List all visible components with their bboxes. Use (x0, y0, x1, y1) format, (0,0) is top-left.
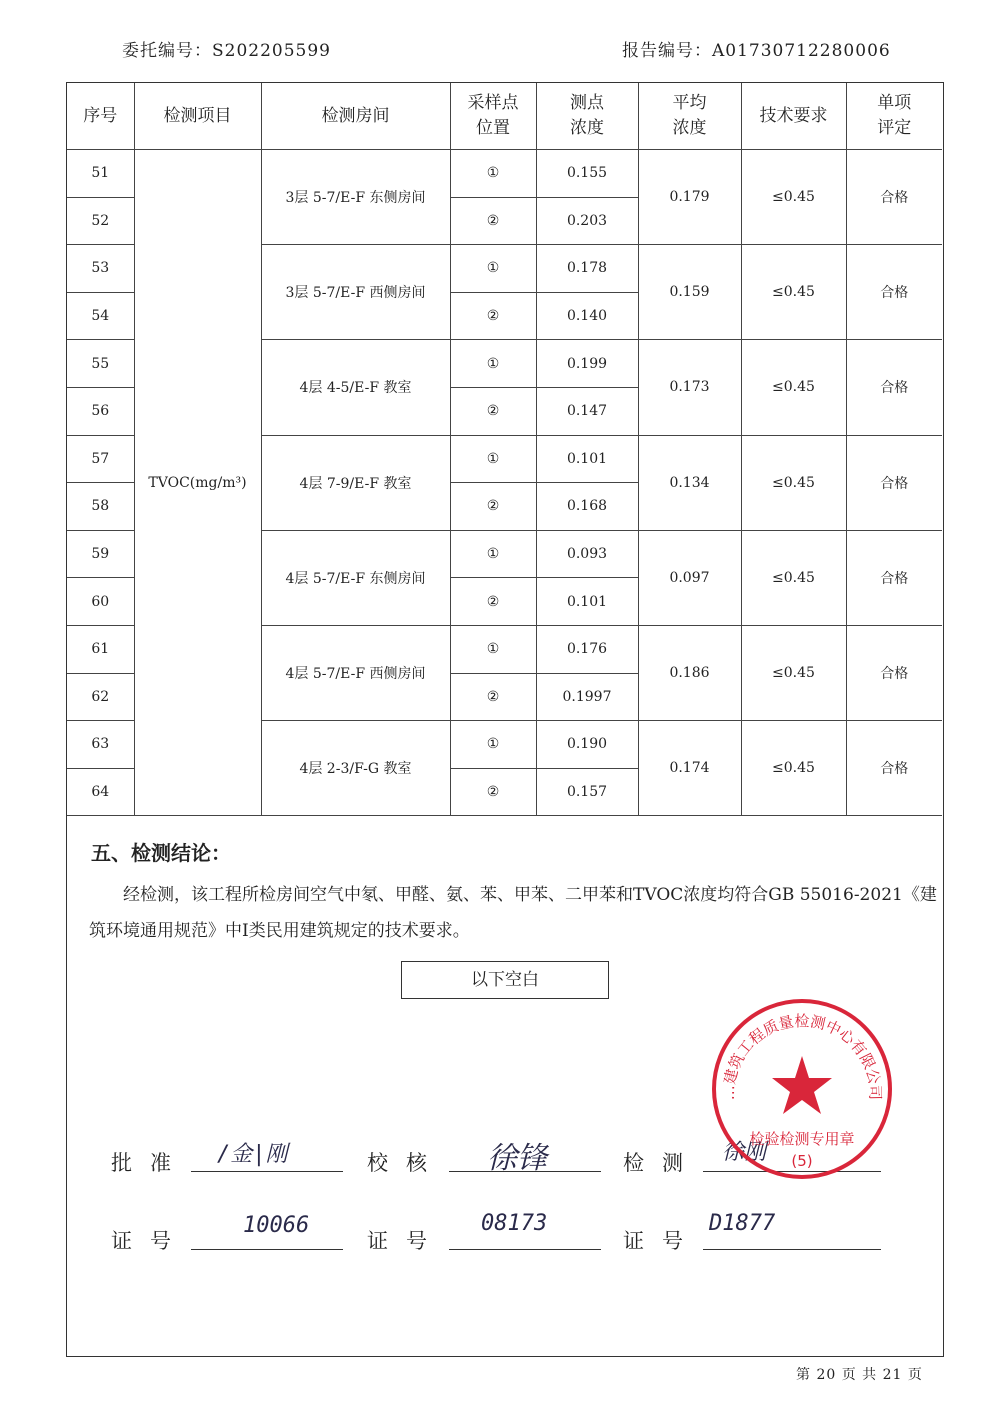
cert-line-3 (703, 1249, 881, 1250)
results-table (67, 83, 942, 816)
stamp-ring-text: …建筑工程质量检测中心有限公司 (719, 1012, 885, 1101)
cert-value-3: D1877 (709, 1211, 776, 1236)
cell-no: 62 (67, 673, 134, 721)
col-header-average: 平均浓度 (638, 83, 741, 150)
col-header-result: 单项评定 (846, 83, 942, 150)
test-signature: 徐刚 (722, 1140, 767, 1165)
table-header-row (67, 83, 942, 150)
cell-result: 合格 (846, 625, 942, 720)
blank-note-box: 以下空白 (401, 961, 609, 999)
approve-label: 批准 (111, 1151, 189, 1175)
cell-no: 61 (67, 625, 134, 673)
cell-concentration: 0.190 (536, 721, 638, 769)
cell-result: 合格 (846, 150, 942, 245)
cell-room: 3层 5-7/E-F 东侧房间 (261, 150, 450, 245)
cell-position: ① (450, 245, 536, 293)
cell-result: 合格 (846, 435, 942, 530)
cell-no: 54 (67, 292, 134, 340)
cell-position: ① (450, 530, 536, 578)
cert-label-1: 证号 (111, 1229, 189, 1253)
cell-concentration: 0.140 (536, 292, 638, 340)
commission-label: 委托编号： (122, 41, 212, 61)
cell-requirement: ≤0.45 (741, 245, 846, 340)
conclusion-title: 五、检测结论： (91, 841, 231, 865)
report-value: A01730712280006 (712, 41, 891, 61)
col-header-item: 检测项目 (134, 83, 261, 150)
cell-position: ② (450, 578, 536, 626)
check-signature: 徐锋 (487, 1141, 547, 1176)
col-header-position: 采样点位置 (450, 83, 536, 150)
cert-label-3: 证号 (623, 1229, 701, 1253)
cell-result: 合格 (846, 530, 942, 625)
stamp-number: (5) (791, 1152, 813, 1170)
col-header-room: 检测房间 (261, 83, 450, 150)
cell-average: 0.159 (638, 245, 741, 340)
test-label: 检测 (623, 1151, 701, 1175)
cert-value-1: 10066 (243, 1213, 310, 1238)
cell-concentration: 0.157 (536, 768, 638, 816)
commission-number (122, 36, 331, 61)
cell-requirement: ≤0.45 (741, 530, 846, 625)
cell-no: 60 (67, 578, 134, 626)
cell-position: ② (450, 483, 536, 531)
cell-concentration: 0.1997 (536, 673, 638, 721)
cell-result: 合格 (846, 340, 942, 435)
cell-concentration: 0.176 (536, 625, 638, 673)
cell-no: 51 (67, 150, 134, 198)
cell-requirement: ≤0.45 (741, 625, 846, 720)
cell-room: 4层 5-7/E-F 东侧房间 (261, 530, 450, 625)
approve-signature: /金|刚 (217, 1142, 288, 1167)
cell-position: ② (450, 673, 536, 721)
cell-room: 4层 4-5/E-F 教室 (261, 340, 450, 435)
report-frame (66, 82, 944, 1357)
cell-result: 合格 (846, 721, 942, 816)
cell-no: 53 (67, 245, 134, 293)
cell-room: 4层 7-9/E-F 教室 (261, 435, 450, 530)
col-header-no: 序号 (67, 83, 134, 150)
cell-requirement: ≤0.45 (741, 340, 846, 435)
cell-room: 4层 5-7/E-F 西侧房间 (261, 625, 450, 720)
cell-position: ② (450, 387, 536, 435)
cell-position: ① (450, 150, 536, 198)
cert-label-2: 证号 (367, 1229, 445, 1253)
cell-concentration: 0.155 (536, 150, 638, 198)
cell-concentration: 0.147 (536, 387, 638, 435)
commission-value: S202205599 (212, 41, 331, 61)
table-row (67, 150, 942, 198)
cell-no: 59 (67, 530, 134, 578)
report-number (622, 36, 891, 61)
cell-average: 0.134 (638, 435, 741, 530)
report-label: 报告编号： (622, 41, 712, 61)
check-label: 校核 (367, 1151, 445, 1175)
cell-concentration: 0.168 (536, 483, 638, 531)
cell-position: ① (450, 435, 536, 483)
cell-requirement: ≤0.45 (741, 150, 846, 245)
col-header-concentration: 测点浓度 (536, 83, 638, 150)
page-number: 第 20 页 共 21 页 (796, 1367, 923, 1383)
cell-position: ② (450, 768, 536, 816)
cell-average: 0.186 (638, 625, 741, 720)
cert-line-2 (449, 1249, 601, 1250)
cell-no: 55 (67, 340, 134, 388)
cell-no: 64 (67, 768, 134, 816)
cell-room: 4层 2-3/F-G 教室 (261, 721, 450, 816)
cell-concentration: 0.093 (536, 530, 638, 578)
cell-result: 合格 (846, 245, 942, 340)
cell-position: ① (450, 721, 536, 769)
cell-average: 0.179 (638, 150, 741, 245)
cell-no: 52 (67, 197, 134, 245)
cell-concentration: 0.203 (536, 197, 638, 245)
cert-line-1 (191, 1249, 343, 1250)
cell-no: 63 (67, 721, 134, 769)
cell-average: 0.097 (638, 530, 741, 625)
cell-average: 0.173 (638, 340, 741, 435)
col-header-requirement: 技术要求 (741, 83, 846, 150)
cell-position: ② (450, 292, 536, 340)
cell-concentration: 0.178 (536, 245, 638, 293)
stamp-center-text: 检验检测专用章 (749, 1130, 855, 1148)
cell-requirement: ≤0.45 (741, 435, 846, 530)
cell-item: TVOC(mg/m³) (134, 150, 261, 816)
conclusion-section (67, 819, 942, 1356)
approve-line (191, 1171, 343, 1172)
cell-position: ② (450, 197, 536, 245)
cell-no: 56 (67, 387, 134, 435)
cell-concentration: 0.199 (536, 340, 638, 388)
cell-no: 58 (67, 483, 134, 531)
conclusion-text: 经检测，该工程所检房间空气中氡、甲醛、氨、苯、甲苯、二甲苯和TVOC浓度均符合GB 55016-2021《建筑环境通用规范》中Ⅰ类民用建筑规定的技术要求。 (89, 885, 937, 941)
cell-no: 57 (67, 435, 134, 483)
cell-room: 3层 5-7/E-F 西侧房间 (261, 245, 450, 340)
cert-value-2: 08173 (481, 1211, 548, 1236)
cell-average: 0.174 (638, 721, 741, 816)
cell-concentration: 0.101 (536, 578, 638, 626)
results-table-body (67, 83, 942, 816)
cell-position: ① (450, 625, 536, 673)
cell-concentration: 0.101 (536, 435, 638, 483)
inspection-stamp-icon (707, 994, 897, 1184)
cell-requirement: ≤0.45 (741, 721, 846, 816)
cell-position: ① (450, 340, 536, 388)
